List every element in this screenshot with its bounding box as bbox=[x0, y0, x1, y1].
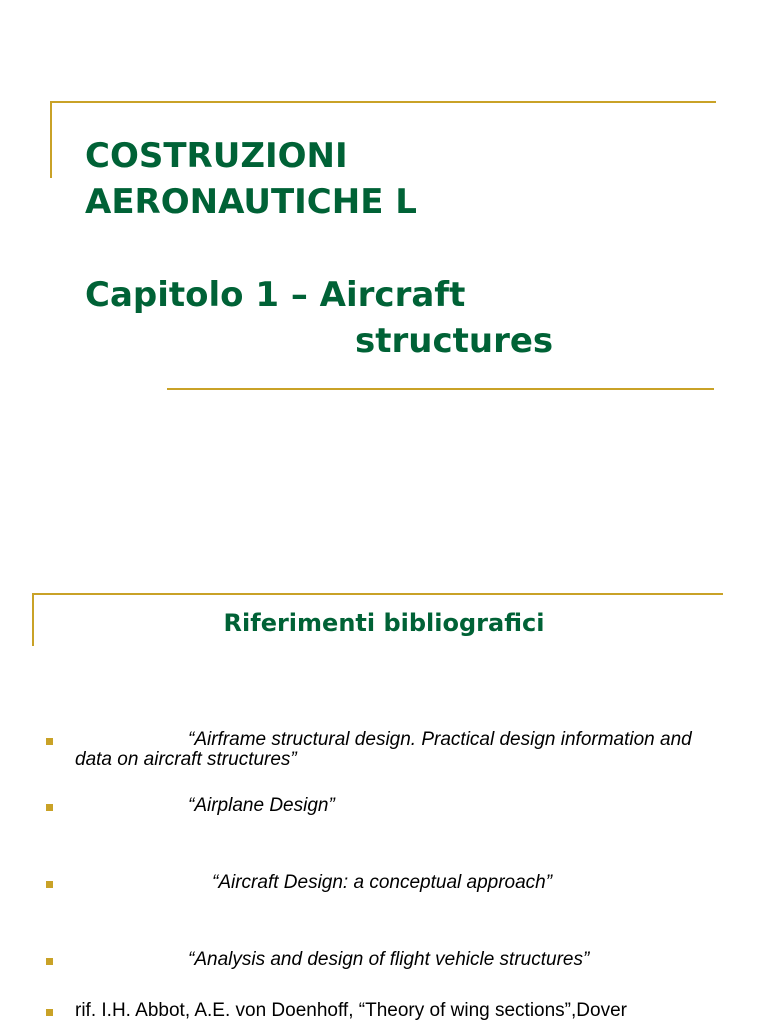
square-bullet-icon bbox=[46, 1009, 53, 1016]
reference-text bbox=[75, 796, 725, 816]
title-frame-left-rule bbox=[50, 101, 52, 178]
title-frame-top-rule bbox=[50, 101, 716, 103]
course-title-line-2: AERONAUTICHE L bbox=[85, 182, 417, 222]
square-bullet-icon bbox=[46, 804, 53, 811]
references-slide bbox=[0, 512, 768, 1024]
chapter-title-line-2: structures bbox=[355, 321, 554, 361]
reference-title: “Airplane Design” bbox=[188, 795, 335, 816]
references-frame-top-rule bbox=[32, 593, 723, 595]
square-bullet-icon bbox=[46, 738, 53, 745]
title-bottom-rule bbox=[167, 388, 714, 390]
course-title-line-1: COSTRUZIONI bbox=[85, 136, 348, 176]
reference-title: “Aircraft Design: a conceptual approach” bbox=[212, 872, 553, 893]
reference-title: “Analysis and design of flight vehicle structures” bbox=[188, 949, 590, 970]
reference-text bbox=[75, 730, 725, 770]
reference-text bbox=[75, 950, 725, 970]
reference-text: rif. I.H. Abbot, A.E. von Doenhoff, “Theory of wing sections”,Dover bbox=[75, 1000, 627, 1021]
references-heading: Riferimenti bibliografici bbox=[223, 609, 545, 637]
reference-title: “Airframe structural design. Practical design information and data on aircraft structures” bbox=[75, 729, 692, 770]
square-bullet-icon bbox=[46, 881, 53, 888]
chapter-title-line-1: Capitolo 1 – Aircraft bbox=[85, 275, 466, 315]
reference-text bbox=[75, 873, 725, 893]
square-bullet-icon bbox=[46, 958, 53, 965]
